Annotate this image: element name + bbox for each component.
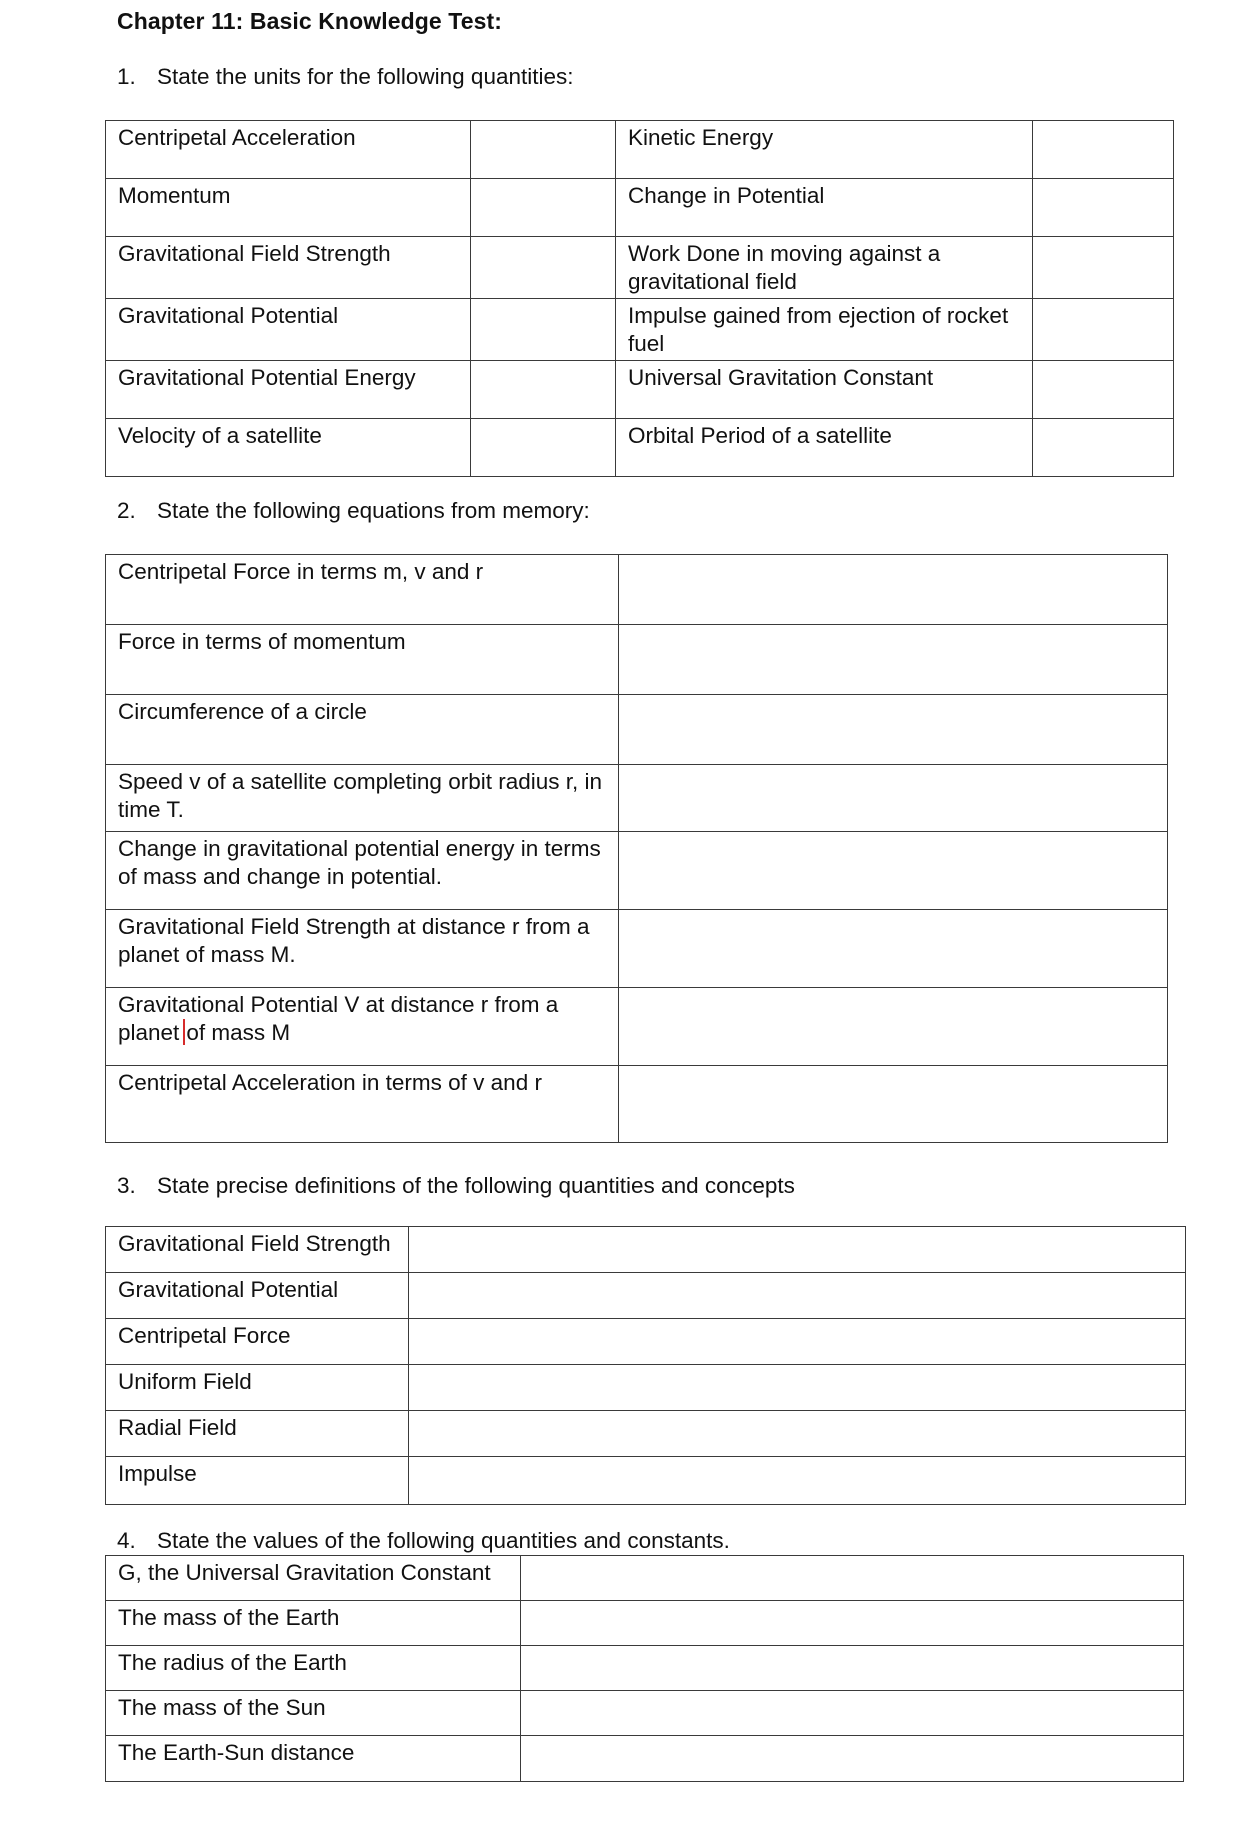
- equation-label: Centripetal Force in terms m, v and r: [106, 555, 619, 625]
- equations-table: [105, 554, 1168, 1143]
- table-row: [106, 625, 1168, 695]
- equation-answer-cell[interactable]: [619, 695, 1168, 765]
- equation-label: [106, 988, 619, 1066]
- equation-label: Gravitational Field Strength at distance r from a planet of mass M.: [106, 910, 619, 988]
- unit-answer-cell[interactable]: [471, 419, 616, 477]
- definition-answer-cell[interactable]: [409, 1457, 1186, 1505]
- values-table: [105, 1555, 1184, 1782]
- quantity-label: Momentum: [106, 179, 471, 237]
- quantity-label: Orbital Period of a satellite: [616, 419, 1033, 477]
- quantity-label: Velocity of a satellite: [106, 419, 471, 477]
- definition-label: Gravitational Field Strength: [106, 1227, 409, 1273]
- question-1-heading: [117, 64, 574, 90]
- quantity-label: Work Done in moving against a gravitational field: [616, 237, 1033, 299]
- unit-answer-cell[interactable]: [1033, 299, 1174, 361]
- equation-label: Change in gravitational potential energy in terms of mass and change in potential.: [106, 832, 619, 910]
- table-row: [106, 299, 1174, 361]
- unit-answer-cell[interactable]: [471, 361, 616, 419]
- table-row: [106, 1601, 1184, 1646]
- value-answer-cell[interactable]: [521, 1556, 1184, 1601]
- table-row: [106, 361, 1174, 419]
- definition-answer-cell[interactable]: [409, 1365, 1186, 1411]
- unit-answer-cell[interactable]: [471, 121, 616, 179]
- unit-answer-cell[interactable]: [471, 179, 616, 237]
- table-row: [106, 910, 1168, 988]
- definitions-table: [105, 1226, 1186, 1505]
- question-4-number: 4.: [117, 1528, 136, 1553]
- table-row: [106, 179, 1174, 237]
- definition-label: Radial Field: [106, 1411, 409, 1457]
- table-row: [106, 1319, 1186, 1365]
- table-row: [106, 1273, 1186, 1319]
- table-row: [106, 1227, 1186, 1273]
- table-row: [106, 555, 1168, 625]
- unit-answer-cell[interactable]: [1033, 237, 1174, 299]
- quantity-label: Centripetal Acceleration: [106, 121, 471, 179]
- definition-label: Uniform Field: [106, 1365, 409, 1411]
- table-row: [106, 237, 1174, 299]
- definition-answer-cell[interactable]: [409, 1227, 1186, 1273]
- table-row: [106, 1457, 1186, 1505]
- unit-answer-cell[interactable]: [1033, 121, 1174, 179]
- text-cursor: [183, 1019, 185, 1045]
- units-table: [105, 120, 1174, 477]
- table-row: [106, 988, 1168, 1066]
- table-row: [106, 419, 1174, 477]
- equation-answer-cell[interactable]: [619, 1066, 1168, 1143]
- quantity-label: Universal Gravitation Constant: [616, 361, 1033, 419]
- equation-answer-cell[interactable]: [619, 555, 1168, 625]
- equation-answer-cell[interactable]: [619, 910, 1168, 988]
- question-3-heading: [117, 1173, 795, 1199]
- definition-answer-cell[interactable]: [409, 1273, 1186, 1319]
- equation-label: Circumference of a circle: [106, 695, 619, 765]
- table-row: [106, 832, 1168, 910]
- page-title: Chapter 11: Basic Knowledge Test:: [117, 8, 503, 34]
- quantity-label: Gravitational Field Strength: [106, 237, 471, 299]
- question-4-text: State the values of the following quantities and constants.: [157, 1528, 730, 1553]
- unit-answer-cell[interactable]: [1033, 361, 1174, 419]
- equation-answer-cell[interactable]: [619, 988, 1168, 1066]
- equation-label-part: of mass M: [186, 1020, 291, 1045]
- table-row: [106, 1646, 1184, 1691]
- question-2-heading: [117, 498, 590, 524]
- quantity-label: Impulse gained from ejection of rocket fuel: [616, 299, 1033, 361]
- constant-label: The mass of the Sun: [106, 1691, 521, 1736]
- table-row: [106, 695, 1168, 765]
- table-row: [106, 1691, 1184, 1736]
- question-3-number: 3.: [117, 1173, 136, 1198]
- definition-label: Impulse: [106, 1457, 409, 1505]
- constant-label: G, the Universal Gravitation Constant: [106, 1556, 521, 1601]
- definition-answer-cell[interactable]: [409, 1411, 1186, 1457]
- question-2-text: State the following equations from memory:: [157, 498, 590, 523]
- table-row: [106, 1736, 1184, 1782]
- equation-answer-cell[interactable]: [619, 625, 1168, 695]
- constant-label: The mass of the Earth: [106, 1601, 521, 1646]
- question-1-number: 1.: [117, 64, 136, 89]
- value-answer-cell[interactable]: [521, 1691, 1184, 1736]
- quantity-label: Gravitational Potential Energy: [106, 361, 471, 419]
- quantity-label: Change in Potential: [616, 179, 1033, 237]
- quantity-label: Gravitational Potential: [106, 299, 471, 361]
- question-3-text: State precise definitions of the following quantities and concepts: [157, 1173, 795, 1198]
- unit-answer-cell[interactable]: [471, 237, 616, 299]
- equation-answer-cell[interactable]: [619, 765, 1168, 832]
- question-4-heading: [117, 1528, 730, 1554]
- definition-label: Centripetal Force: [106, 1319, 409, 1365]
- constant-label: The radius of the Earth: [106, 1646, 521, 1691]
- unit-answer-cell[interactable]: [1033, 179, 1174, 237]
- definition-answer-cell[interactable]: [409, 1319, 1186, 1365]
- unit-answer-cell[interactable]: [1033, 419, 1174, 477]
- unit-answer-cell[interactable]: [471, 299, 616, 361]
- quantity-label: Kinetic Energy: [616, 121, 1033, 179]
- equation-label: Speed v of a satellite completing orbit radius r, in time T.: [106, 765, 619, 832]
- table-row: [106, 1411, 1186, 1457]
- value-answer-cell[interactable]: [521, 1736, 1184, 1782]
- table-row: [106, 765, 1168, 832]
- question-1-text: State the units for the following quantities:: [157, 64, 574, 89]
- value-answer-cell[interactable]: [521, 1601, 1184, 1646]
- definition-label: Gravitational Potential: [106, 1273, 409, 1319]
- equation-label: Centripetal Acceleration in terms of v and r: [106, 1066, 619, 1143]
- value-answer-cell[interactable]: [521, 1646, 1184, 1691]
- equation-label-part: Gravitational Potential V at distance r from a planet: [118, 992, 559, 1045]
- equation-answer-cell[interactable]: [619, 832, 1168, 910]
- table-row: [106, 1066, 1168, 1143]
- question-2-number: 2.: [117, 498, 136, 523]
- equation-label: Force in terms of momentum: [106, 625, 619, 695]
- table-row: [106, 1556, 1184, 1601]
- table-row: [106, 1365, 1186, 1411]
- constant-label: The Earth-Sun distance: [106, 1736, 521, 1782]
- table-row: [106, 121, 1174, 179]
